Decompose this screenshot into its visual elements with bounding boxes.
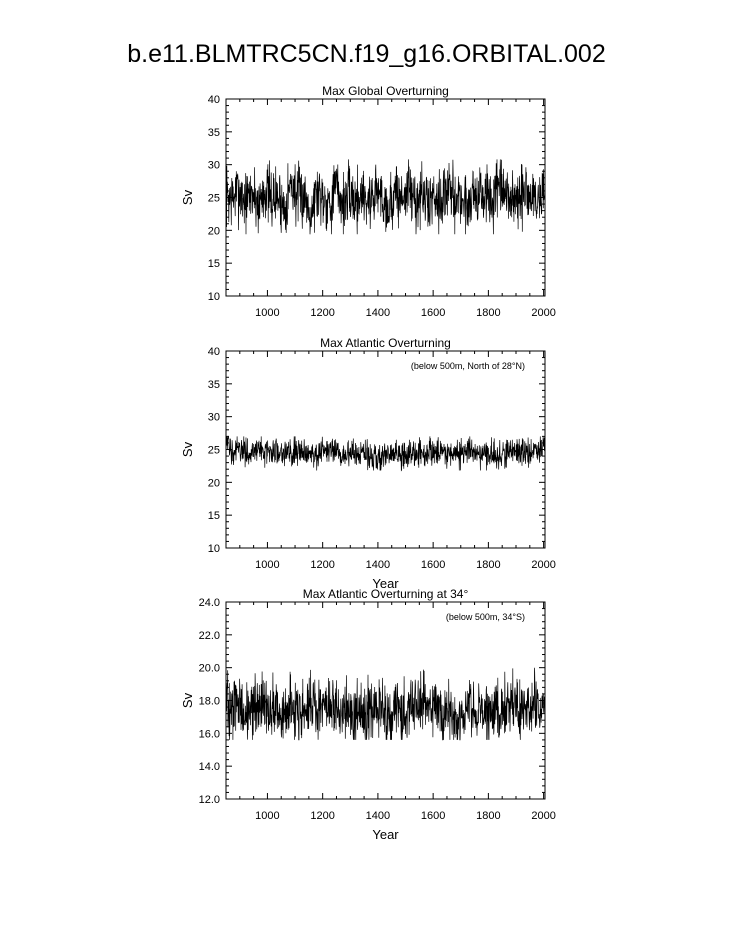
page-title: b.e11.BLMTRC5CN.f19_g16.ORBITAL.002 bbox=[127, 40, 606, 68]
y-tick-label: 25 bbox=[207, 192, 220, 205]
y-tick-label: 20 bbox=[207, 477, 220, 490]
x-tick-label: 1400 bbox=[365, 559, 391, 571]
x-axis-label: Year bbox=[372, 576, 399, 591]
chart-title: Max Global Overturning bbox=[322, 84, 449, 98]
x-tick-label: 1800 bbox=[476, 810, 501, 822]
y-tick-label: 22.0 bbox=[198, 629, 220, 642]
x-tick-label: 2000 bbox=[531, 307, 556, 319]
x-tick-label: 1200 bbox=[310, 559, 335, 571]
y-tick-label: 10 bbox=[207, 543, 220, 555]
x-axis-label: Year bbox=[372, 827, 399, 842]
chart-title: Max Atlantic Overturning at 34° bbox=[302, 587, 469, 601]
y-tick-label: 15 bbox=[207, 258, 220, 271]
x-tick-label: 1000 bbox=[255, 307, 280, 319]
x-tick-label: 1600 bbox=[420, 810, 446, 822]
y-tick-label: 25 bbox=[207, 444, 220, 457]
y-tick-label: 30 bbox=[207, 411, 220, 424]
x-tick-label: 1600 bbox=[420, 307, 446, 319]
y-tick-label: 20.0 bbox=[198, 662, 220, 675]
series-line-3 bbox=[226, 668, 545, 740]
y-tick-label: 10 bbox=[207, 291, 220, 303]
x-tick-label: 2000 bbox=[531, 810, 556, 822]
y-tick-label: 35 bbox=[207, 126, 220, 139]
y-tick-label: 12.0 bbox=[198, 794, 220, 806]
x-tick-label: 1200 bbox=[310, 307, 335, 319]
chart-subtitle: (below 500m, North of 28°N) bbox=[410, 361, 525, 371]
series-line-1 bbox=[226, 159, 545, 234]
y-axis-label: Sv bbox=[180, 441, 195, 458]
y-tick-label: 30 bbox=[207, 159, 220, 172]
x-tick-label: 1800 bbox=[476, 307, 501, 319]
series-line-2 bbox=[226, 436, 545, 470]
x-tick-label: 1000 bbox=[255, 559, 280, 571]
chart-subtitle: (below 500m, 34°S) bbox=[445, 612, 525, 622]
x-tick-label: 1200 bbox=[310, 810, 335, 822]
y-tick-label: 14.0 bbox=[198, 761, 220, 774]
y-axis-label: Sv bbox=[180, 692, 195, 709]
y-tick-label: 40 bbox=[207, 346, 220, 358]
x-tick-label: 1000 bbox=[255, 810, 280, 822]
x-tick-label: 1600 bbox=[420, 559, 446, 571]
y-tick-label: 35 bbox=[207, 378, 220, 391]
y-tick-label: 24.0 bbox=[198, 597, 220, 609]
y-tick-label: 18.0 bbox=[198, 695, 220, 708]
x-tick-label: 1400 bbox=[365, 810, 391, 822]
x-tick-label: 1800 bbox=[476, 559, 501, 571]
x-tick-label: 2000 bbox=[531, 559, 556, 571]
x-tick-label: 1400 bbox=[365, 307, 391, 319]
y-axis-label: Sv bbox=[180, 189, 195, 206]
y-tick-label: 40 bbox=[207, 94, 220, 106]
y-tick-label: 16.0 bbox=[198, 728, 220, 741]
chart-title: Max Atlantic Overturning bbox=[320, 336, 451, 350]
y-tick-label: 20 bbox=[207, 225, 220, 238]
y-tick-label: 15 bbox=[207, 510, 220, 523]
